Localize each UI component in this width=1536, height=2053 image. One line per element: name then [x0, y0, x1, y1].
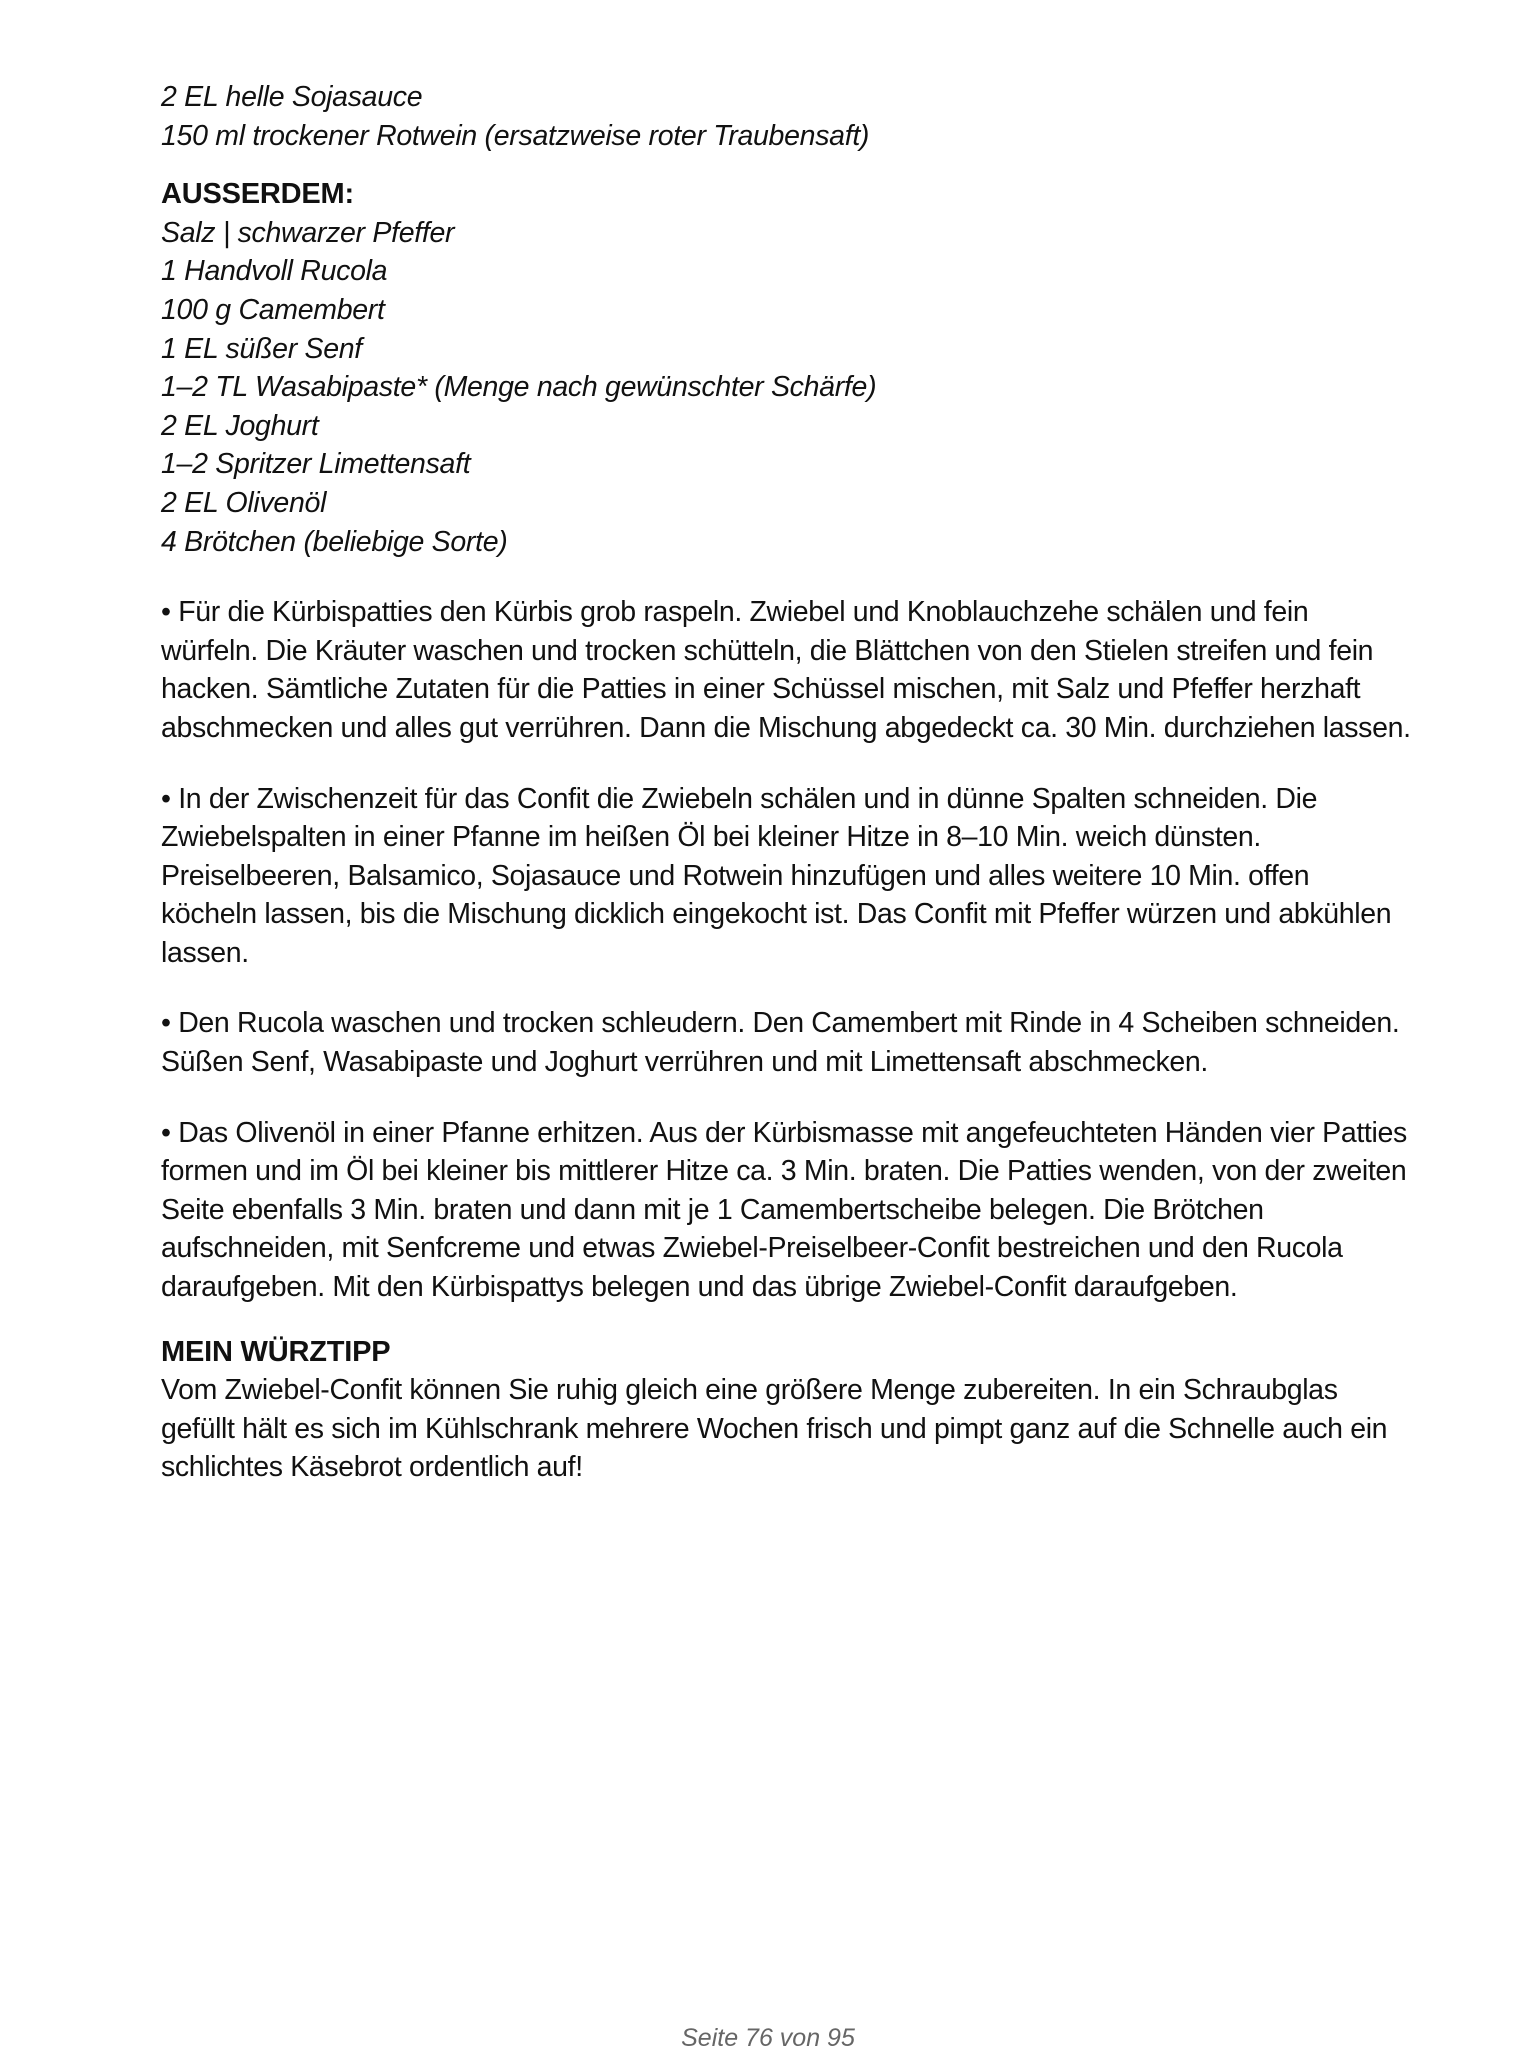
step-paragraph: • Für die Kürbispatties den Kürbis grob raspeln. Zwiebel und Knoblauchzehe schälen und fein würfeln. Die Kräuter waschen und trocken schütteln, die Blättchen von den Stielen streifen und fein hacken. Sämtliche Zutaten für die Patties in einer Schüssel mischen, mit Salz und Pfeffer herzhaft abschmecken und alles gut verrühren. Dann die Mischung abgedeckt ca. 30 Min. durchziehen lassen.: [161, 596, 1411, 744]
tip-heading: MEIN WÜRZTIPP: [161, 1335, 391, 1368]
document-page: [161, 78, 1411, 1487]
ingredient-item: 4 Brötchen (beliebige Sorte): [161, 525, 508, 558]
page-number-footer: Seite 76 von 95: [681, 2024, 855, 2052]
ingredient-item: 2 EL Olivenöl: [161, 486, 327, 519]
step-paragraph: • In der Zwischenzeit für das Confit die Zwiebeln schälen und in dünne Spalten schneiden. Die Zwiebelspalten in einer Pfanne im heißen Öl bei kleiner Hitze in 8–10 Min. weich dünsten. Preiselbeeren, Balsamico, Sojasauce und Rotwein hinzufügen und alles weitere 10 Min. offen köcheln lassen, bis die Mischung dicklich eingekocht ist. Das Confit mit Pfeffer würzen und abkühlen lassen.: [161, 782, 1392, 969]
ingredient-item: 1 EL süßer Senf: [161, 332, 362, 365]
ingredient-item: 1–2 TL Wasabipaste* (Menge nach gewünschter Schärfe): [161, 371, 877, 404]
ingredient-item: Salz | schwarzer Pfeffer: [161, 216, 455, 249]
tip-text: Vom Zwiebel-Confit können Sie ruhig gleich eine größere Menge zubereiten. In ein Schraubglas gefüllt hält es sich im Kühlschrank mehrere Wochen frisch und pimpt ganz auf die Schnelle auch ein schlichtes Käsebrot ordentlich auf!: [161, 1374, 1388, 1484]
ausserdem-heading: AUSSERDEM:: [161, 178, 354, 211]
ingredient-item: 150 ml trockener Rotwein (ersatzweise roter Traubensaft): [161, 119, 870, 152]
ausserdem-ingredient-list: [161, 214, 1411, 561]
ingredient-item: 2 EL helle Sojasauce: [161, 81, 423, 113]
ingredient-list-continued: [161, 78, 1411, 155]
ingredient-item: 2 EL Joghurt: [161, 409, 319, 442]
ingredient-item: 1 Handvoll Rucola: [161, 255, 388, 288]
ingredient-item: 1–2 Spritzer Limettensaft: [161, 448, 471, 481]
step-paragraph: • Den Rucola waschen und trocken schleudern. Den Camembert mit Rinde in 4 Scheiben schneiden. Süßen Senf, Wasabipaste und Joghurt verrühren und mit Limettensaft abschmecken.: [161, 1007, 1400, 1079]
ingredient-item: 100 g Camembert: [161, 293, 385, 326]
step-paragraph: • Das Olivenöl in einer Pfanne erhitzen. Aus der Kürbismasse mit angefeuchteten Händen vier Patties formen und im Öl bei kleiner bis mittlerer Hitze ca. 3 Min. braten. Die Patties wenden, von der zweiten Seite ebenfalls 3 Min. braten und dann mit je 1 Camembertscheibe belegen. Die Brötchen aufschneiden, mit Senfcreme und etwas Zwiebel-Preiselbeer-Confit bestreichen und den Rucola daraufgeben. Mit den Kürbispattys belegen und das übrige Zwiebel-Confit daraufgeben.: [161, 1116, 1407, 1304]
